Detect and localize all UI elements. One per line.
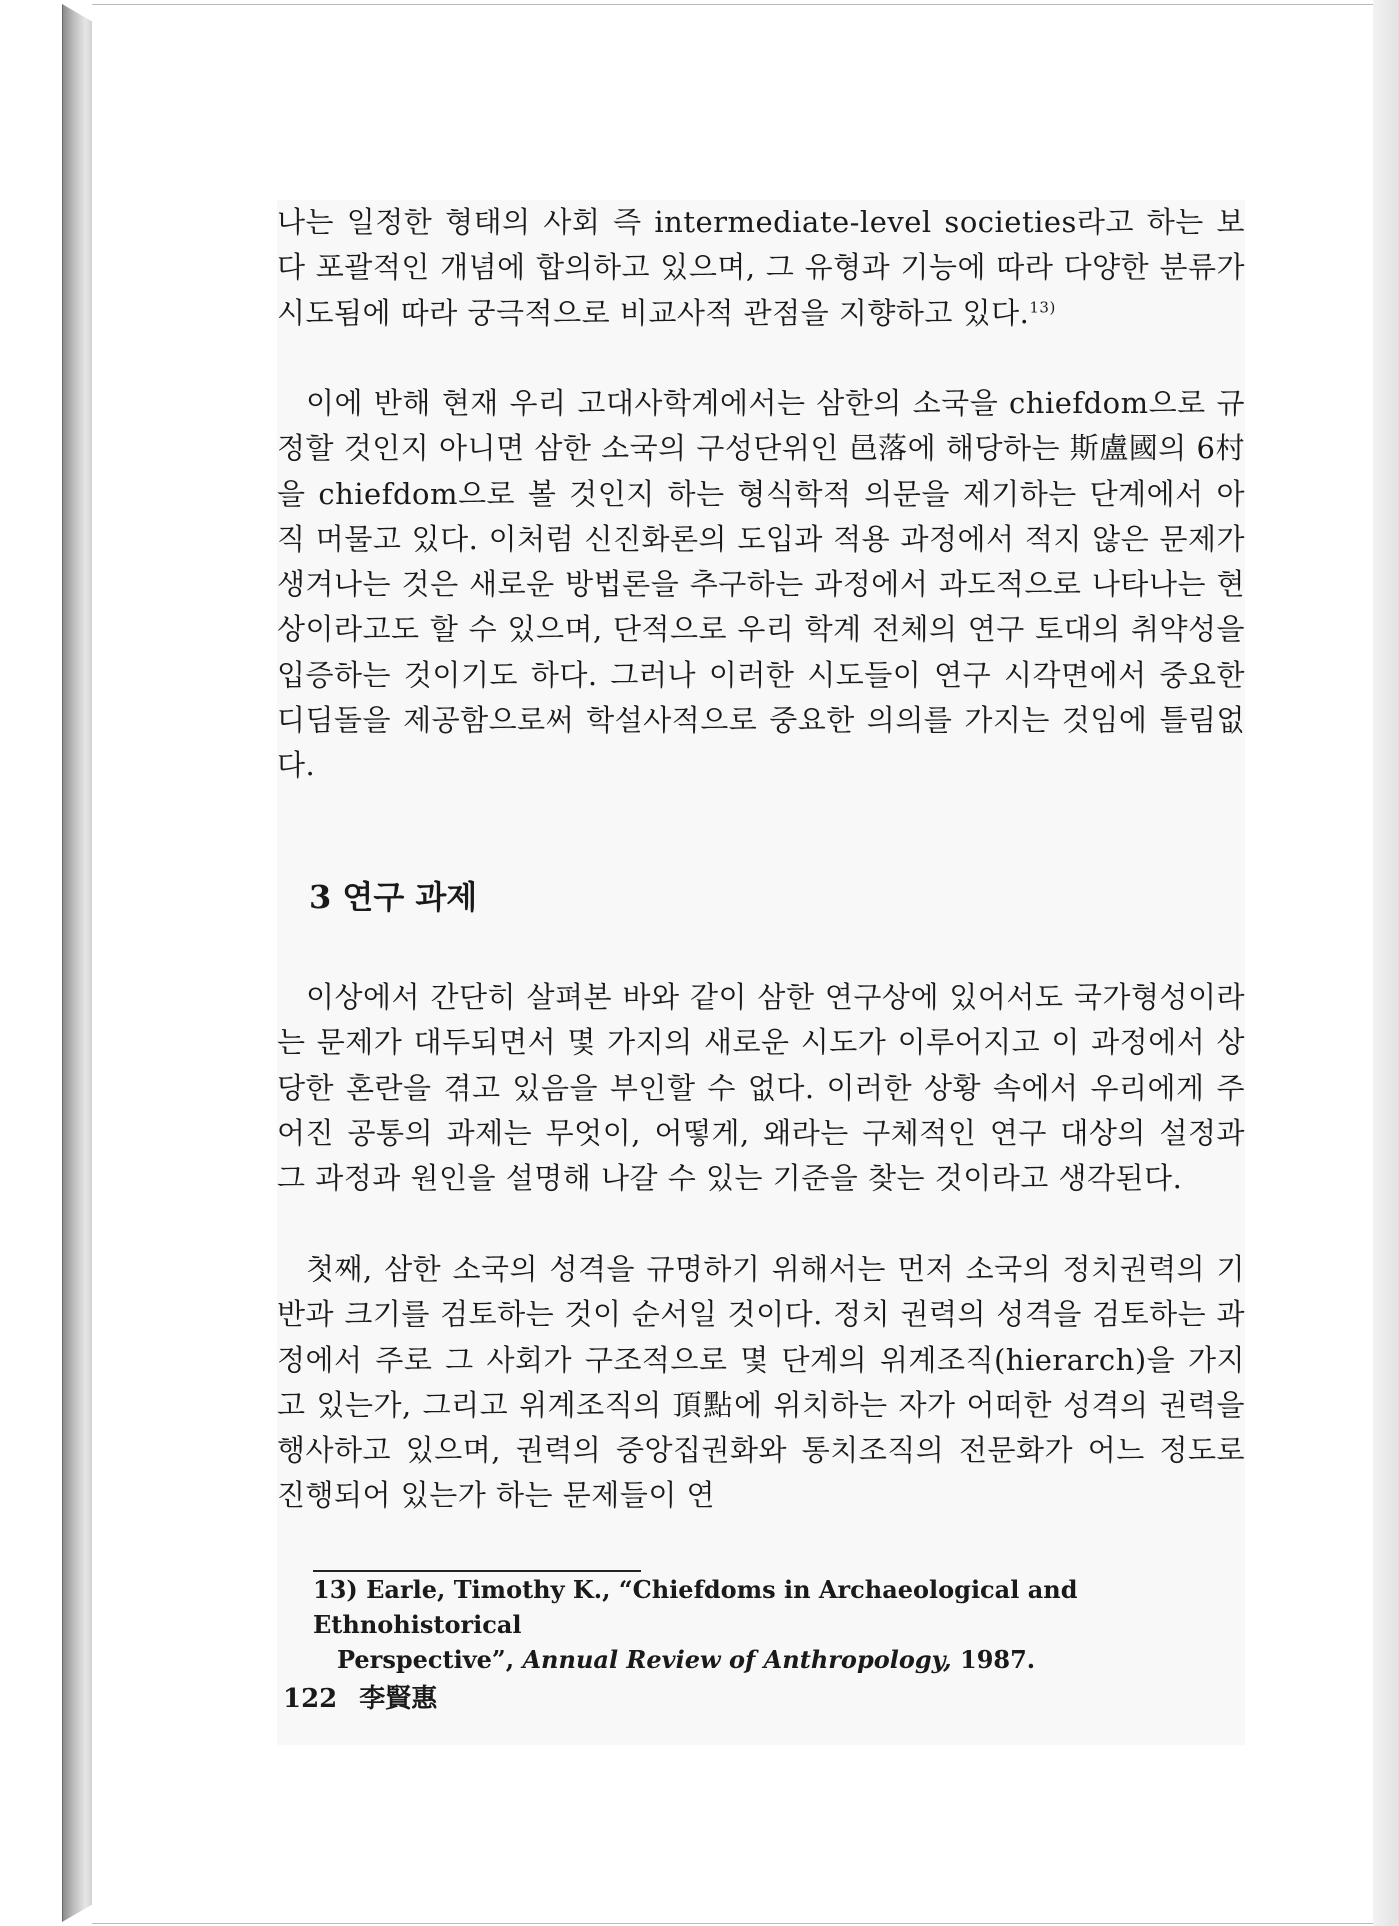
book-spine-edge <box>62 4 93 1922</box>
scanned-text-block <box>277 200 1245 1745</box>
footnote-ref-13: 13) <box>1029 297 1056 316</box>
footnote-line-2-prefix: Perspective”, <box>337 1645 523 1674</box>
footnote-year: 1987. <box>951 1645 1036 1674</box>
paragraph-1 <box>277 200 1245 336</box>
footnote-13 <box>313 1572 1245 1677</box>
footnote-line-1: 13) Earle, Timothy K., “Chiefdoms in Archaeological and Ethnohistorical <box>313 1575 1078 1639</box>
page-right-margin <box>1373 0 1399 1926</box>
footnote-line-2 <box>313 1642 1245 1677</box>
running-author: 李賢惠 <box>359 1684 438 1714</box>
section-paragraph-1: 이상에서 간단히 살펴본 바와 같이 삼한 연구상에 있어서도 국가형성이라는 문제가 대두되면서 몇 가지의 새로운 시도가 이루어지고 이 과정에서 상당한 혼란을 겪고 있음을 부인할 수 없다. 이러한 상황 속에서 우리에게 주어진 공통의 과제는 무엇이, 어떻게, 왜라는 구체적인 연구 대상의 설정과 그 과정과 원인을 설명해 나갈 수 있는 기준을 찾는 것이라고 생각된다. <box>277 980 1245 1196</box>
paragraph-1-text: 나는 일정한 형태의 사회 즉 intermediate-level societies라고 하는 보다 포괄적인 개념에 합의하고 있으며, 그 유형과 기능에 따라 다양한 분류가 시도됨에 따라 궁극적으로 비교사적 관점을 지향하고 있다. <box>277 205 1245 330</box>
page-number: 122 <box>283 1684 338 1714</box>
footnote-journal: Annual Review of Anthropology, <box>522 1645 952 1674</box>
paragraph-2: 이에 반해 현재 우리 고대사학계에서는 삼한의 소국을 chiefdom으로 규정할 것인지 아니면 삼한 소국의 구성단위인 邑落에 해당하는 斯盧國의 6村을 chiefdom으로 볼 것인지 하는 형식학적 의문을 제기하는 단계에서 아직 머물고 있다. 이처럼 신진화론의 도입과 적용 과정에서 적지 않은 문제가 생겨나는 것은 새로운 방법론을 추구하는 과정에서 과도적으로 나타나는 현상이라고도 할 수 있으며, 단적으로 우리 학계 전체의 연구 토대의 취약성을 입증하는 것이기도 하다. 그러나 이러한 시도들이 연구 시각면에서 중요한 디딤돌을 제공함으로써 학설사적으로 중요한 의의를 가지는 것임에 틀림없다. <box>277 386 1245 783</box>
section-paragraph-2: 첫째, 삼한 소국의 성격을 규명하기 위해서는 먼저 소국의 정치권력의 기반과 크기를 검토하는 것이 순서일 것이다. 정치 권력의 성격을 검토하는 과정에서 주로 그 사회가 구조적으로 몇 단계의 위계조직(hierarch)을 가지고 있는가, 그리고 위계조직의 頂點에 위치하는 자가 어떠한 성격의 권력을 행사하고 있으며, 권력의 중앙집권화와 통치조직의 전문화가 어느 정도로 진행되어 있는가 하는 문제들이 연 <box>277 1252 1245 1513</box>
page-footer <box>283 1678 437 1715</box>
section-heading: 3 연구 과제 <box>309 878 478 916</box>
